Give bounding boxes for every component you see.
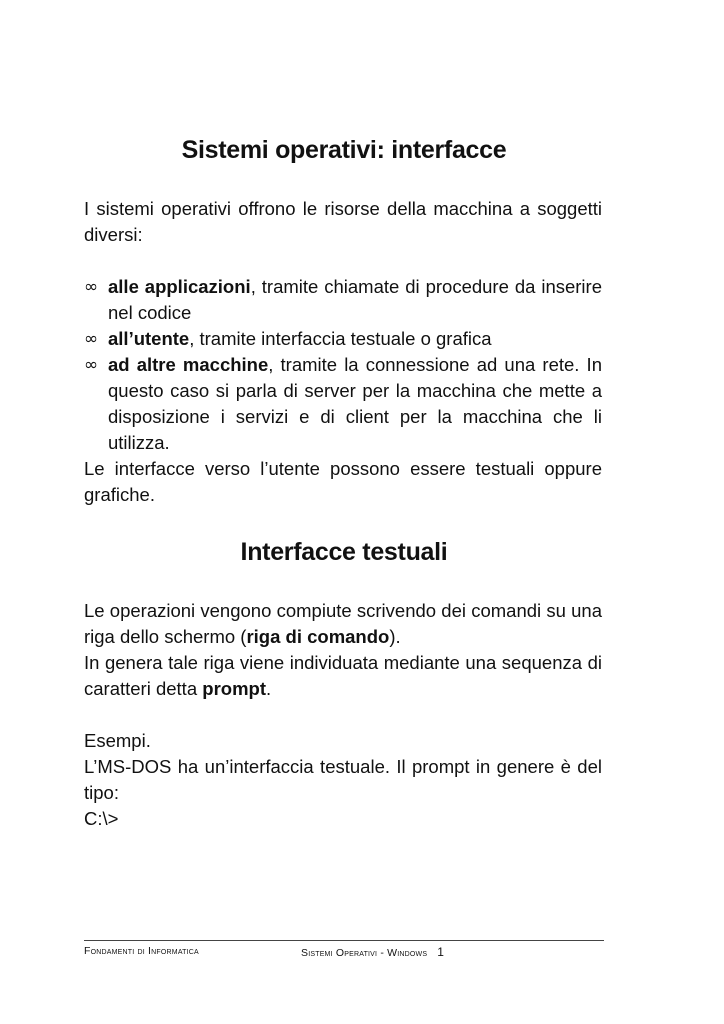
intro-block [84,196,602,248]
paragraph-msdos: L’MS-DOS ha un’interfaccia testuale. Il prompt in genere è del tipo: [84,756,602,803]
text-segment: In genera tale riga viene individuata mediante una sequenza di caratteri detta [84,652,602,699]
list-item [84,326,602,352]
footer-right: Sistemi Operativi - Windows [301,947,428,959]
infinity-bullet-icon: ∞ [84,277,99,297]
esempi-block [84,728,602,832]
heading-sistemi-operativi: Sistemi operativi: interfacce [181,136,507,164]
infinity-bullet-icon: ∞ [84,355,99,375]
heading-interfacce-testuali: Interfacce testuali [240,538,448,566]
term-prompt: prompt [202,678,266,699]
page-footer [84,940,604,957]
paragraph-interfacce: Le interfacce verso l’utente possono essere testuali oppure grafiche. [84,458,602,505]
bullet-bold: ad altre macchine [108,354,269,375]
bullet-bold: alle applicazioni [108,276,251,297]
term-riga-di-comando: riga di comando [246,626,390,647]
intro-paragraph: I sistemi operativi offrono le risorse della macchina a soggetti diversi: [84,198,602,245]
bullet-text: , tramite la connessione ad una rete. In questo caso si parla di server per la macchina che mette a disposizione i servizi e di client per la macchina che li utilizza. [108,354,602,453]
testuali-block [84,598,602,702]
bullet-text: , tramite interfaccia testuale o grafica [189,328,492,349]
para2-block [84,456,602,508]
list-item [84,352,602,456]
bullet-list [84,274,602,456]
text-segment: ). [389,626,401,647]
text-segment: Le operazioni vengono compiute scrivendo dei comandi su una riga dello schermo ( [84,600,602,647]
footer-left: Fondamenti di Informatica [84,945,199,957]
bullet-bold: all’utente [108,328,190,349]
bullet-text: , tramite chiamate di procedure da inserire nel codice [108,276,602,323]
paragraph-operazioni [84,598,602,650]
list-item [84,274,602,326]
prompt-example: C:\> [84,808,119,829]
page-number: 1 [437,945,445,959]
footer-right-group [301,945,444,959]
esempi-label: Esempi. [84,730,151,751]
infinity-bullet-icon: ∞ [84,329,99,349]
paragraph-prompt [84,650,602,702]
text-segment: . [265,678,272,699]
